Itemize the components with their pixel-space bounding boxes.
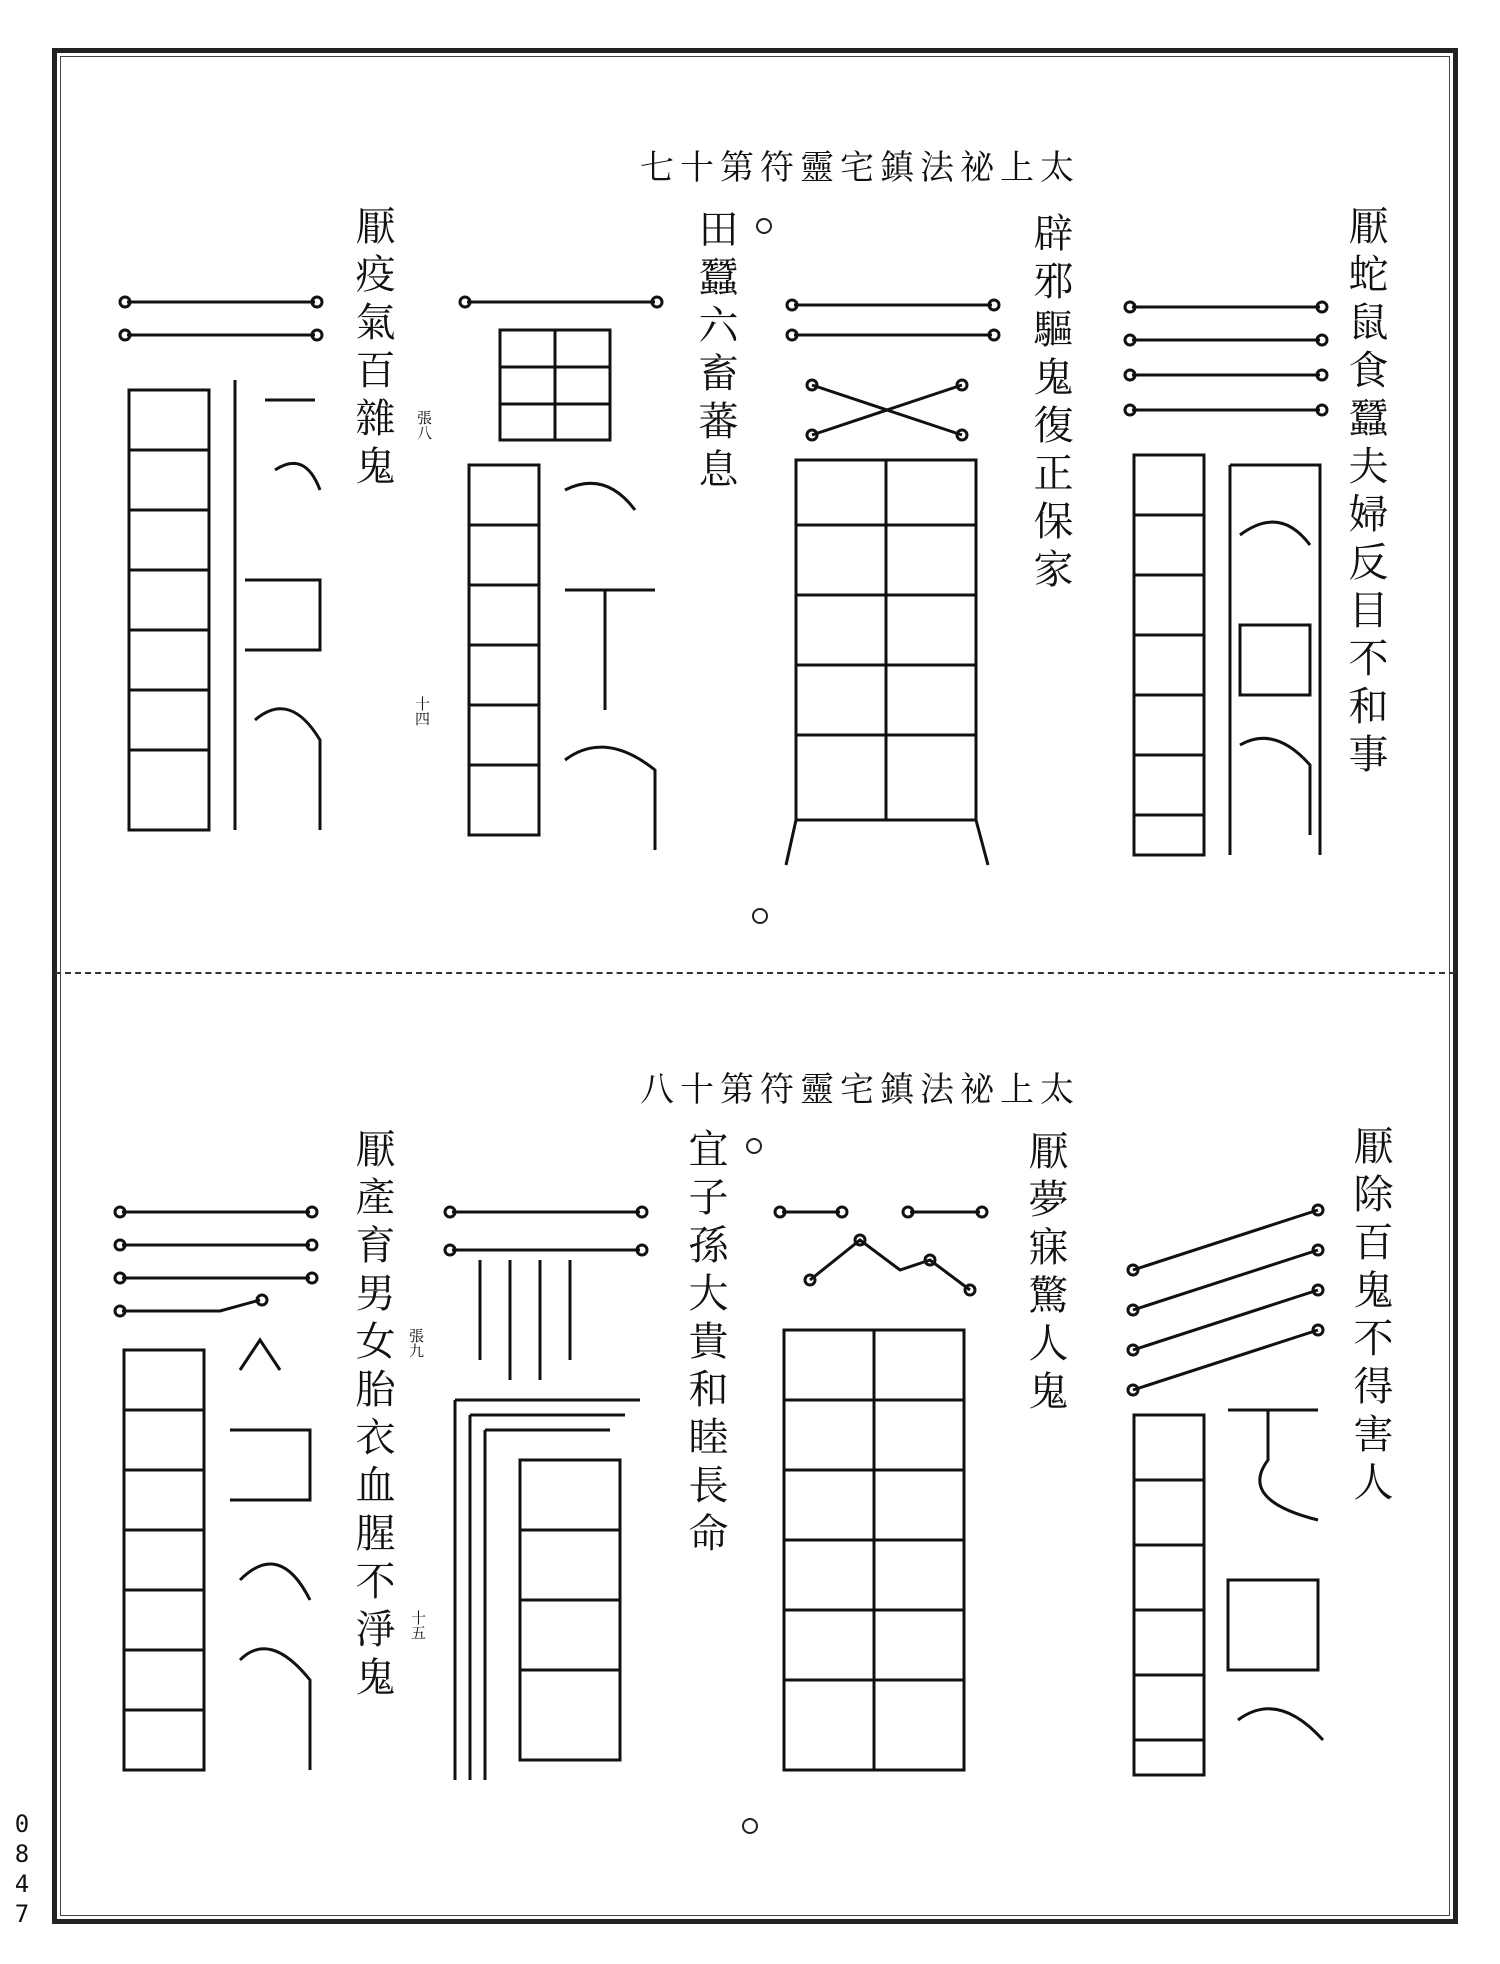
talisman-evil-seal [782, 295, 1012, 865]
talisman-rat-seal [1120, 295, 1350, 865]
caption-descend: 宜子孫大貴和睦長命 [682, 1128, 728, 1560]
page-number: 0847 [8, 1810, 36, 1930]
bottom-panel-title: 太上祕法鎮宅靈符第十八 [640, 1070, 1080, 1110]
caption-birth: 厭產育男女胎衣血腥不淨鬼 [349, 1128, 395, 1704]
leaf-number-top: 十四 [413, 696, 431, 726]
top-panel-title: 太上祕法鎮宅靈符第十七 [640, 148, 1080, 188]
caption-dream: 厭夢寐驚人鬼 [1022, 1130, 1068, 1418]
caption-plague: 厭疫氣百雜鬼 [349, 205, 395, 493]
leaf-note-bottom: 張九 [407, 1328, 425, 1358]
caption-hundred: 厭除百鬼不得害人 [1347, 1125, 1393, 1509]
talisman-dream-seal [770, 1200, 1000, 1790]
talisman-birth-seal [110, 1200, 340, 1790]
panel-divider [55, 972, 1455, 974]
leaf-number-bottom: 十五 [409, 1610, 427, 1640]
top-bottom-circle [752, 908, 768, 924]
caption-evil: 辟邪驅鬼復正保家 [1027, 212, 1073, 596]
leaf-note-top: 張八 [415, 410, 433, 440]
top-mark-circle [756, 218, 772, 234]
talisman-plague-seal [115, 290, 345, 860]
talisman-hundred-seal [1118, 1200, 1348, 1790]
talisman-descend-seal [440, 1200, 670, 1790]
talisman-field-seal [455, 290, 685, 860]
caption-rat: 厭蛇鼠食蠶夫婦反目不和事 [1342, 205, 1388, 781]
bottom-end-circle [742, 1818, 758, 1834]
caption-field: 田蠶六畜蕃息 [692, 208, 738, 496]
bottom-mark-circle [746, 1138, 762, 1154]
